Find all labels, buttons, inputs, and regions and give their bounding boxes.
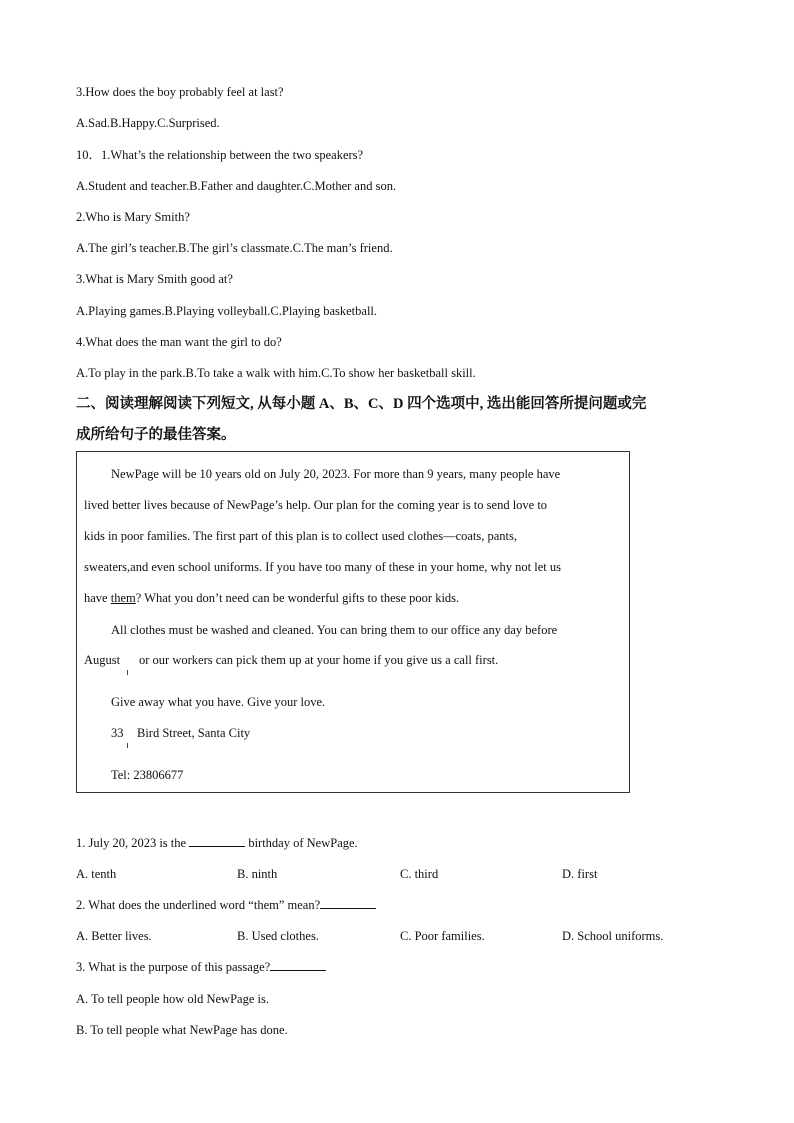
answer-blank: [270, 960, 326, 971]
option-d: D. first: [562, 867, 598, 881]
stem-text: 1. July 20, 2023 is the: [76, 836, 190, 850]
passage-line: August: [84, 653, 121, 667]
passage-text: ? What you don’t need can be wonderful gifts to these poor kids.: [135, 591, 460, 605]
stem-text: birthday of NewPage.: [245, 836, 358, 850]
stem-text: 3. What is the purpose of this passage?: [76, 960, 271, 974]
section-heading-cont: 成所给句子的最佳答案。: [76, 427, 236, 443]
options-text: A.To play in the park.B.To take a walk with him.C.To show her basketball skill.: [76, 366, 476, 380]
question-text: 3.How does the boy probably feel at last?: [76, 85, 284, 99]
passage-line: kids in poor families. The first part of this plan is to collect used clothes—coats, pants,: [84, 529, 518, 543]
question-stem: [76, 959, 326, 975]
address: Bird Street, Santa City: [137, 726, 251, 740]
option-d: D. School uniforms.: [562, 929, 664, 943]
passage-line: or our workers can pick them up at your home if you give us a call first.: [139, 653, 499, 667]
question-stem: [76, 835, 358, 851]
option-c: C. Poor families.: [400, 929, 485, 943]
question-text: 10．1.What’s the relationship between the two speakers?: [76, 148, 364, 162]
slogan: Give away what you have. Give your love.: [111, 695, 326, 709]
address-number: 33: [111, 726, 124, 740]
passage-box: [76, 451, 630, 793]
passage-line: All clothes must be washed and cleaned. You can bring them to our office any day before: [111, 623, 558, 637]
option-c: C. third: [400, 867, 439, 881]
mark: [127, 670, 128, 675]
passage-line: [84, 590, 459, 606]
options-text: A.Sad.B.Happy.C.Surprised.: [76, 116, 220, 130]
stem-text: 2. What does the underlined word “them” mean?: [76, 898, 321, 912]
mark: [127, 743, 128, 748]
options-text: A.The girl’s teacher.B.The girl’s classmate.C.The man’s friend.: [76, 241, 393, 255]
passage-line: sweaters,and even school uniforms. If you have too many of these in your home, why not let us: [84, 560, 561, 574]
options-text: A.Playing games.B.Playing volleyball.C.Playing basketball.: [76, 304, 378, 318]
passage-line: NewPage will be 10 years old on July 20, 2023. For more than 9 years, many people have: [111, 467, 561, 481]
options-text: A.Student and teacher.B.Father and daughter.C.Mother and son.: [76, 179, 397, 193]
question-text: 2.Who is Mary Smith?: [76, 210, 190, 224]
telephone: Tel: 23806677: [111, 768, 184, 782]
section-heading: 二、阅读理解阅读下列短文, 从每小题 A、B、C、D 四个选项中, 选出能回答所提问题或完: [76, 396, 647, 412]
passage-line: lived better lives because of NewPage’s help. Our plan for the coming year is to send love to: [84, 498, 548, 512]
option-a: A. Better lives.: [76, 929, 152, 943]
option-a: A. tenth: [76, 867, 117, 881]
option-a: A. To tell people how old NewPage is.: [76, 992, 269, 1006]
option-b: B. Used clothes.: [237, 929, 319, 943]
question-stem: [76, 897, 376, 913]
option-b: B. ninth: [237, 867, 278, 881]
passage-text: have: [84, 591, 111, 605]
underlined-word: them: [110, 591, 136, 605]
answer-blank: [189, 836, 245, 847]
question-text: 4.What does the man want the girl to do?: [76, 335, 282, 349]
option-b: B. To tell people what NewPage has done.: [76, 1023, 288, 1037]
answer-blank: [320, 898, 376, 909]
question-text: 3.What is Mary Smith good at?: [76, 272, 233, 286]
